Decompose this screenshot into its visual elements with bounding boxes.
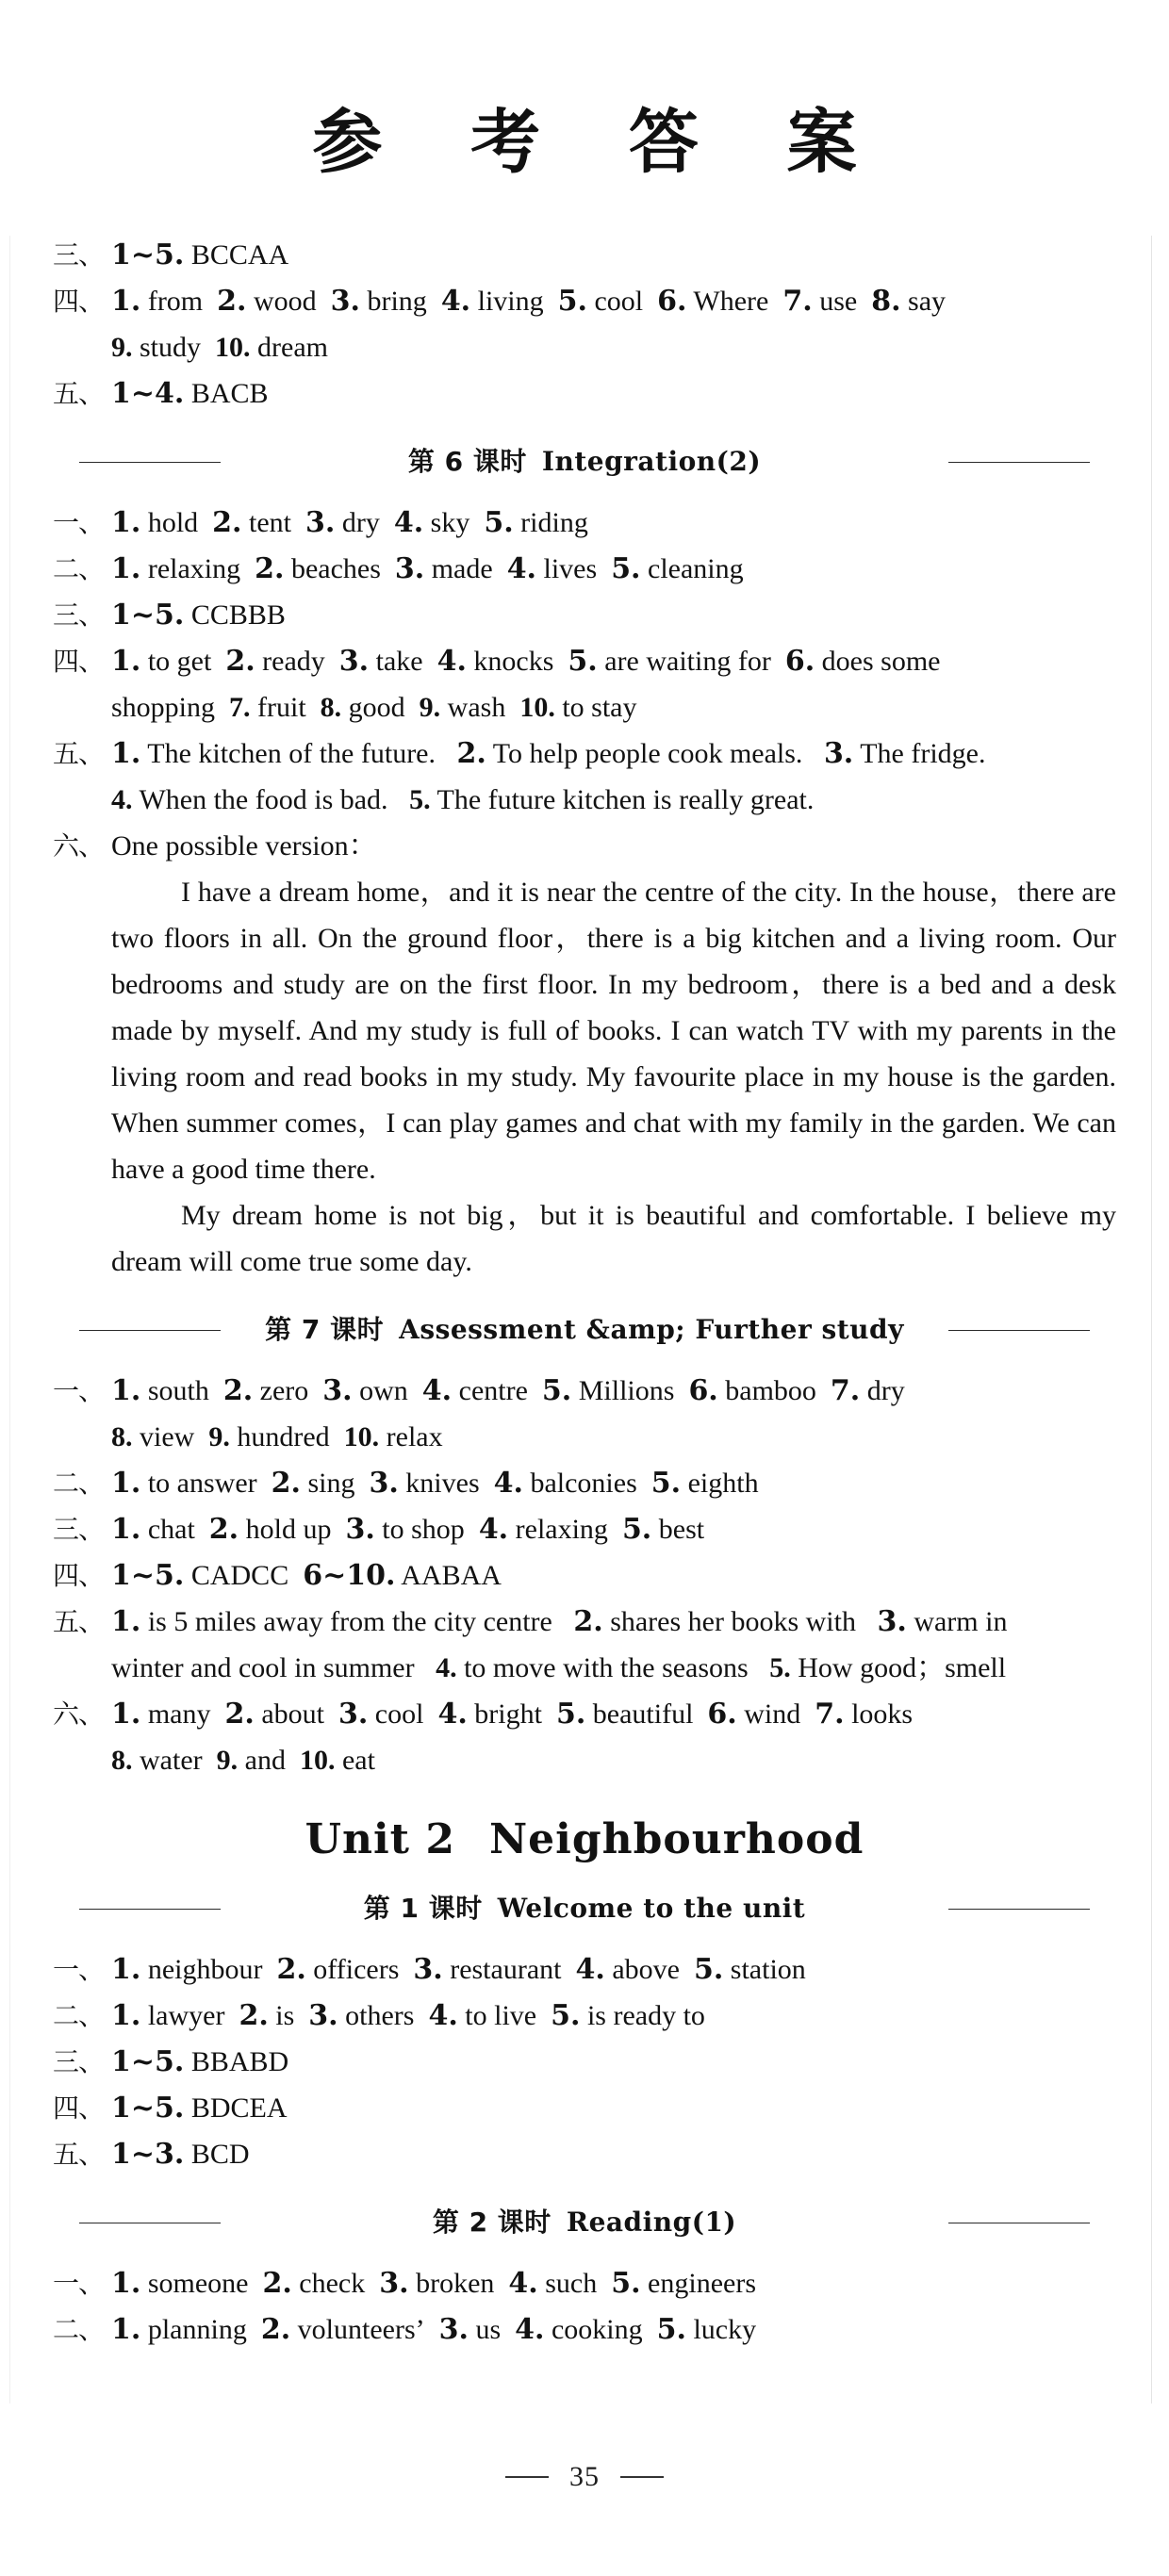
answer-line xyxy=(53,2260,1116,2306)
lesson-number: 第 7 课时 xyxy=(265,1314,385,1345)
lesson-rule-right xyxy=(948,1909,1090,1910)
unit-name: Neighbourhood xyxy=(488,1815,864,1863)
lesson-number: 第 2 课时 xyxy=(432,2207,552,2238)
answer-line-text: 1~5. CCBBB xyxy=(111,599,286,632)
page-edge-line-right xyxy=(1151,236,1152,2404)
answer-continuation-line: 8. view 9. hundred 10. relax xyxy=(111,1421,443,1452)
answer-section-number: 一、 xyxy=(53,1954,105,1985)
lesson-title: Welcome to the unit xyxy=(497,1893,806,1924)
answer-line xyxy=(53,1368,1116,1414)
composition-paragraph: My dream home is not big，but it is beautiful and comfortable. I believe my dream will come true some day. xyxy=(111,1200,1116,1277)
answer-section-number: 一、 xyxy=(53,1375,105,1406)
answer-line xyxy=(53,1691,1116,1737)
footer-dash-left xyxy=(505,2476,549,2478)
answer-line-text: 1. neighbour 2. officers 3. restaurant 4. above 5. station xyxy=(111,1953,806,1986)
lesson-rule-left xyxy=(79,1909,221,1910)
answer-line xyxy=(53,232,1116,278)
answer-line-text: 1. to get 2. ready 3. take 4. knocks 5. are waiting for 6. does some xyxy=(111,645,941,678)
answer-section-number: 一、 xyxy=(53,507,105,538)
footer-dash-right xyxy=(620,2476,664,2478)
answer-section-number: 二、 xyxy=(53,553,105,584)
answer-line xyxy=(53,592,1116,638)
lesson-rule-right xyxy=(948,462,1090,463)
answer-section-number: 一、 xyxy=(53,2268,105,2299)
answer-line xyxy=(53,2039,1116,2085)
answer-section-number: 三、 xyxy=(53,2046,105,2077)
composition-paragraph: I have a dream home，and it is near the centre of the city. In the house，there are two floors in all. On the ground floor，there is a big kitchen and a living room. Our bedrooms and study are on the first floor. In my bedroom，there is a bed and a desk made by myself. And my study is full of books. I can watch TV with my parents in the living room and read books in my study. My favourite place in my house is the garden. When summer comes，I can play games and chat with my family in the garden. We can have a good time there. xyxy=(111,877,1116,1185)
answer-section-number: 四、 xyxy=(53,646,105,677)
lesson-rule-left xyxy=(79,462,221,463)
lesson-header xyxy=(53,441,1116,483)
answer-section-number: 四、 xyxy=(53,2092,105,2124)
answer-continuation-line: 9. study 10. dream xyxy=(111,332,328,363)
answer-line xyxy=(53,730,1116,777)
answer-line-text: 1. is 5 miles away from the city centre 2. shares her books with 3. warm in xyxy=(111,1605,1008,1638)
answer-line-text: 1. south 2. zero 3. own 4. centre 5. Millions 6. bamboo 7. dry xyxy=(111,1374,905,1407)
answer-line xyxy=(53,2085,1116,2131)
answer-line xyxy=(53,2306,1116,2353)
lesson-number: 第 1 课时 xyxy=(363,1893,483,1924)
answer-line xyxy=(53,370,1116,417)
page-edge-line-left xyxy=(9,236,10,2404)
answer-line-text: 1~5. BCCAA xyxy=(111,238,289,271)
answer-line xyxy=(53,500,1116,546)
answer-line-text: 1~5. CADCC 6~10. AABAA xyxy=(111,1559,502,1592)
lesson-rule-left xyxy=(79,1330,221,1331)
answer-line xyxy=(53,1946,1116,1993)
answer-line xyxy=(53,278,1116,324)
answer-line xyxy=(53,638,1116,684)
answer-line-text: One possible version： xyxy=(111,830,377,861)
answer-continuation-line: 4. When the food is bad. 5. The future kitchen is really great. xyxy=(111,784,815,815)
answer-line-text: 1. relaxing 2. beaches 3. made 4. lives 5. cleaning xyxy=(111,552,744,585)
unit-header xyxy=(53,1815,1116,1863)
lesson-header xyxy=(53,2202,1116,2243)
answer-continuation-line: shopping 7. fruit 8. good 9. wash 10. to stay xyxy=(111,692,637,723)
answer-line xyxy=(53,823,1116,869)
answer-section-number: 五、 xyxy=(53,1606,105,1637)
page-number: 35 xyxy=(569,2461,600,2492)
answer-line xyxy=(53,1993,1116,2039)
answer-line-text: 1. from 2. wood 3. bring 4. living 5. cool 6. Where 7. use 8. say xyxy=(111,285,947,318)
answer-line-text: 1~5. BDCEA xyxy=(111,2092,288,2125)
lesson-header xyxy=(53,1888,1116,1929)
answer-line-text: 1~3. BCD xyxy=(111,2138,250,2171)
answer-section-number: 三、 xyxy=(53,1514,105,1545)
lesson-header-label xyxy=(265,1309,904,1351)
answer-line-text: 1~4. BACB xyxy=(111,377,269,410)
answer-section-number: 四、 xyxy=(53,1560,105,1591)
lesson-header-label xyxy=(433,2202,736,2243)
answer-line-text: 1. many 2. about 3. cool 4. bright 5. beautiful 6. wind 7. looks xyxy=(111,1698,914,1731)
answer-line xyxy=(53,546,1116,592)
lesson-title: Integration(2) xyxy=(541,446,762,477)
lesson-header xyxy=(53,1309,1116,1351)
lesson-title: Assessment &amp; Further study xyxy=(399,1314,904,1345)
page-footer xyxy=(0,2459,1169,2493)
answer-line xyxy=(53,1460,1116,1506)
answer-line-text: 1. chat 2. hold up 3. to shop 4. relaxing 5. best xyxy=(111,1513,705,1546)
answer-line xyxy=(53,2131,1116,2177)
answer-line xyxy=(53,1599,1116,1645)
answer-continuation-line: 8. water 9. and 10. eat xyxy=(111,1745,375,1776)
answers-content xyxy=(53,232,1116,2353)
answer-line-text: 1. to answer 2. sing 3. knives 4. balconies 5. eighth xyxy=(111,1467,759,1500)
answer-line-text: 1. hold 2. tent 3. dry 4. sky 5. riding xyxy=(111,506,588,539)
answer-line xyxy=(53,1552,1116,1599)
answer-line-text: 1. The kitchen of the future. 2. To help people cook meals. 3. The fridge. xyxy=(111,737,986,770)
lesson-header-label xyxy=(364,1888,806,1929)
answer-line-text: 1. lawyer 2. is 3. others 4. to live 5. is ready to xyxy=(111,1999,705,2032)
answer-section-number: 五、 xyxy=(53,2139,105,2170)
unit-number: Unit 2 xyxy=(305,1815,455,1863)
answer-line-text: 1. planning 2. volunteers’ 3. us 4. cooking 5. lucky xyxy=(111,2313,757,2346)
answer-section-number: 五、 xyxy=(53,738,105,769)
lesson-header-label xyxy=(408,441,761,483)
answer-section-number: 二、 xyxy=(53,2314,105,2345)
answer-line-text: 1. someone 2. check 3. broken 4. such 5. engineers xyxy=(111,2267,756,2300)
lesson-rule-right xyxy=(948,1330,1090,1331)
answer-section-number: 六、 xyxy=(53,1698,105,1730)
answer-line xyxy=(53,1506,1116,1552)
answer-section-number: 二、 xyxy=(53,2000,105,2031)
answer-section-number: 六、 xyxy=(53,830,105,861)
answer-continuation-line: winter and cool in summer 4. to move with the seasons 5. How good；smell xyxy=(111,1652,1007,1683)
lesson-number: 第 6 课时 xyxy=(407,446,527,477)
answer-section-number: 五、 xyxy=(53,378,105,409)
lesson-title: Reading(1) xyxy=(566,2207,737,2238)
page-title: 参 考 答 案 xyxy=(312,102,889,183)
answer-section-number: 二、 xyxy=(53,1468,105,1499)
answer-line-text: 1~5. BBABD xyxy=(111,2045,289,2078)
answer-section-number: 三、 xyxy=(53,599,105,631)
answer-section-number: 四、 xyxy=(53,286,105,317)
answer-section-number: 三、 xyxy=(53,239,105,271)
